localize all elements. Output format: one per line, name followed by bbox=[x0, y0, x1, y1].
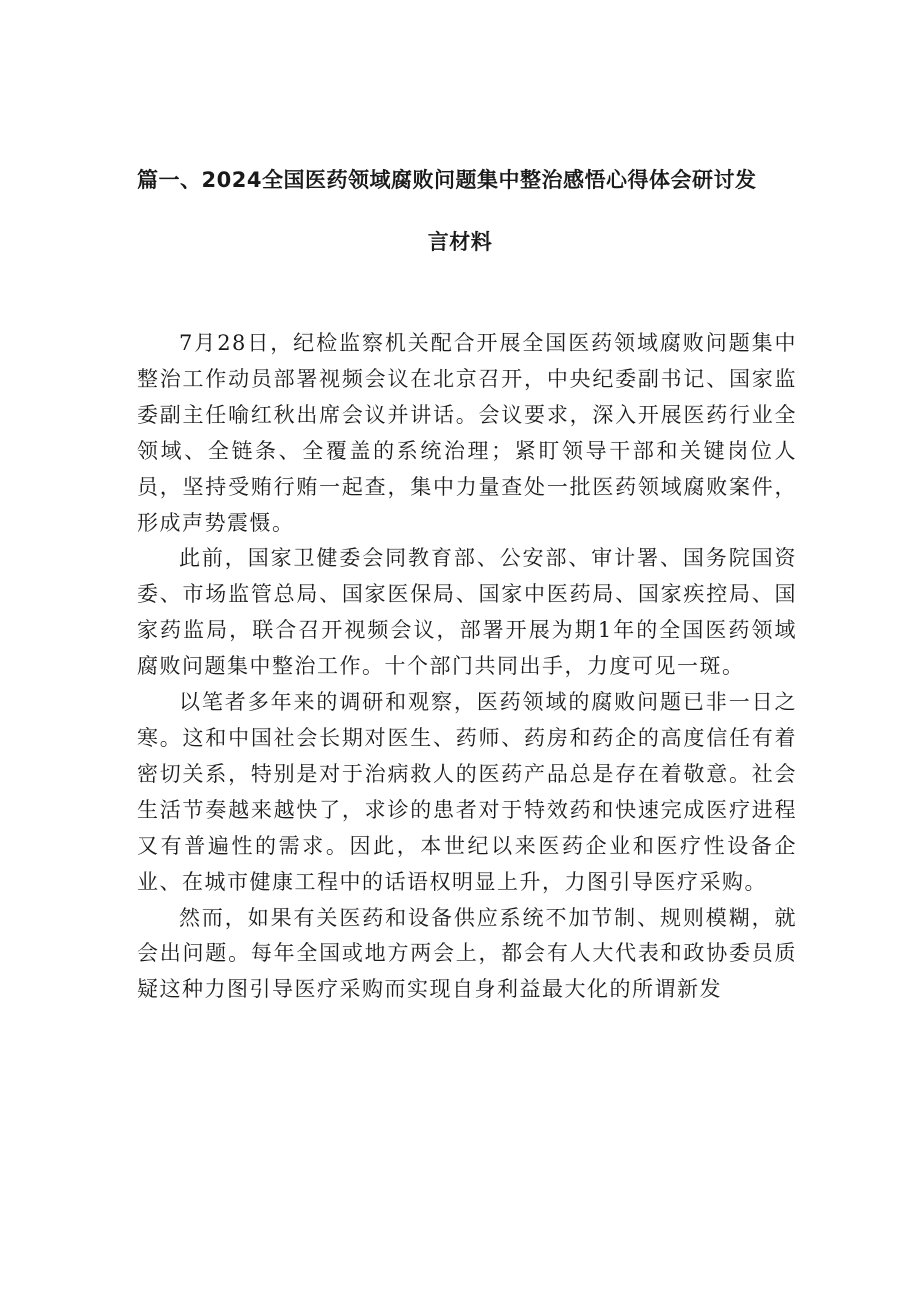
paragraph-1: 7月28日，纪检监察机关配合开展全国医药领域腐败问题集中整治工作动员部署视频会议在北京召开，中央纪委副书记、国家监委副主任喻红秋出席会议并讲话。会议要求，深入开展医药行业全领域、全链条、全覆盖的系统治理；紧盯领导干部和关键岗位人员，坚持受贿行贿一起查，集中力量查处一批医药领域腐败案件，形成声势震慑。 bbox=[137, 331, 797, 535]
document-title-line-1: 篇一、2024全国医药领域腐败问题集中整治感悟心得体会研讨发 bbox=[137, 168, 757, 192]
document-title-line-2: 言材料 bbox=[427, 230, 493, 254]
document-body bbox=[137, 326, 797, 1008]
paragraph-2: 此前，国家卫健委会同教育部、公安部、审计署、国务院国资委、市场监管总局、国家医保局、国家中医药局、国家疾控局、国家药监局，联合召开视频会议，部署开展为期1年的全国医药领域腐败问题集中整治工作。十个部门共同出手，力度可见一斑。 bbox=[137, 546, 797, 679]
paragraph-4: 然而，如果有关医药和设备供应系统不加节制、规则模糊，就会出问题。每年全国或地方两会上，都会有人大代表和政协委员质疑这种力图引导医疗采购而实现自身利益最大化的所谓新发 bbox=[137, 905, 797, 1002]
paragraph-3: 以笔者多年来的调研和观察，医药领域的腐败问题已非一日之寒。这和中国社会长期对医生、药师、药房和药企的高度信任有着密切关系，特别是对于治病救人的医药产品总是存在着敬意。社会生活节奏越来越快了，求诊的患者对于特效药和快速完成医疗进程又有普遍性的需求。因此，本世纪以来医药企业和医疗性设备企业、在城市健康工程中的话语权明显上升，力图引导医疗采购。 bbox=[137, 690, 797, 894]
